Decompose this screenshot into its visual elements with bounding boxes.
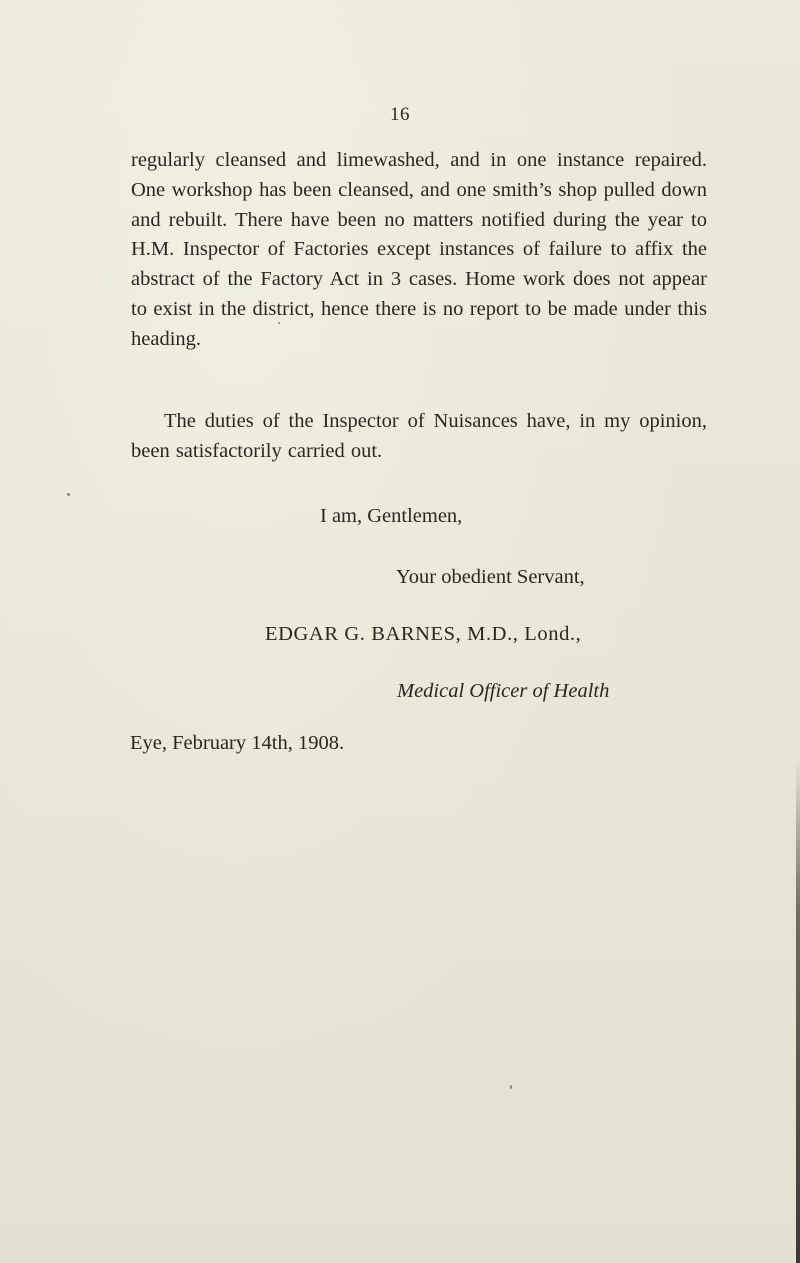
- paper-speck: [278, 322, 280, 324]
- paragraph-inspector-duties: The duties of the Inspector of Nuisances have, in my opinion, been satisfactorily carried out.: [131, 410, 707, 462]
- signature-title: Medical Officer of Health: [397, 680, 610, 702]
- closing-salutation: I am, Gentlemen,: [320, 505, 463, 527]
- signature-name: EDGAR G. BARNES, M.D., Lond.,: [265, 623, 582, 645]
- servant-line: Your obedient Servant,: [396, 566, 585, 588]
- place-date: Eye, February 14th, 1908.: [130, 732, 345, 754]
- paragraph-sanitary-report: regularly cleansed and limewashed, and in one instance repaired. One workshop has been cleansed, and one smith’s shop pulled down and rebuilt. There have been no matters notified during the year to H.M. Inspector of Factories except instances of failure to affix the abstract of the Factory Act in 3 cases. Home work does not appear to exist in the district, hence there is no report to be made under this heading.: [131, 149, 707, 350]
- paper-speck: [67, 493, 70, 496]
- page-edge-shadow: [796, 760, 800, 1263]
- paper-speck: [510, 1085, 512, 1089]
- page-number: 16: [390, 104, 410, 125]
